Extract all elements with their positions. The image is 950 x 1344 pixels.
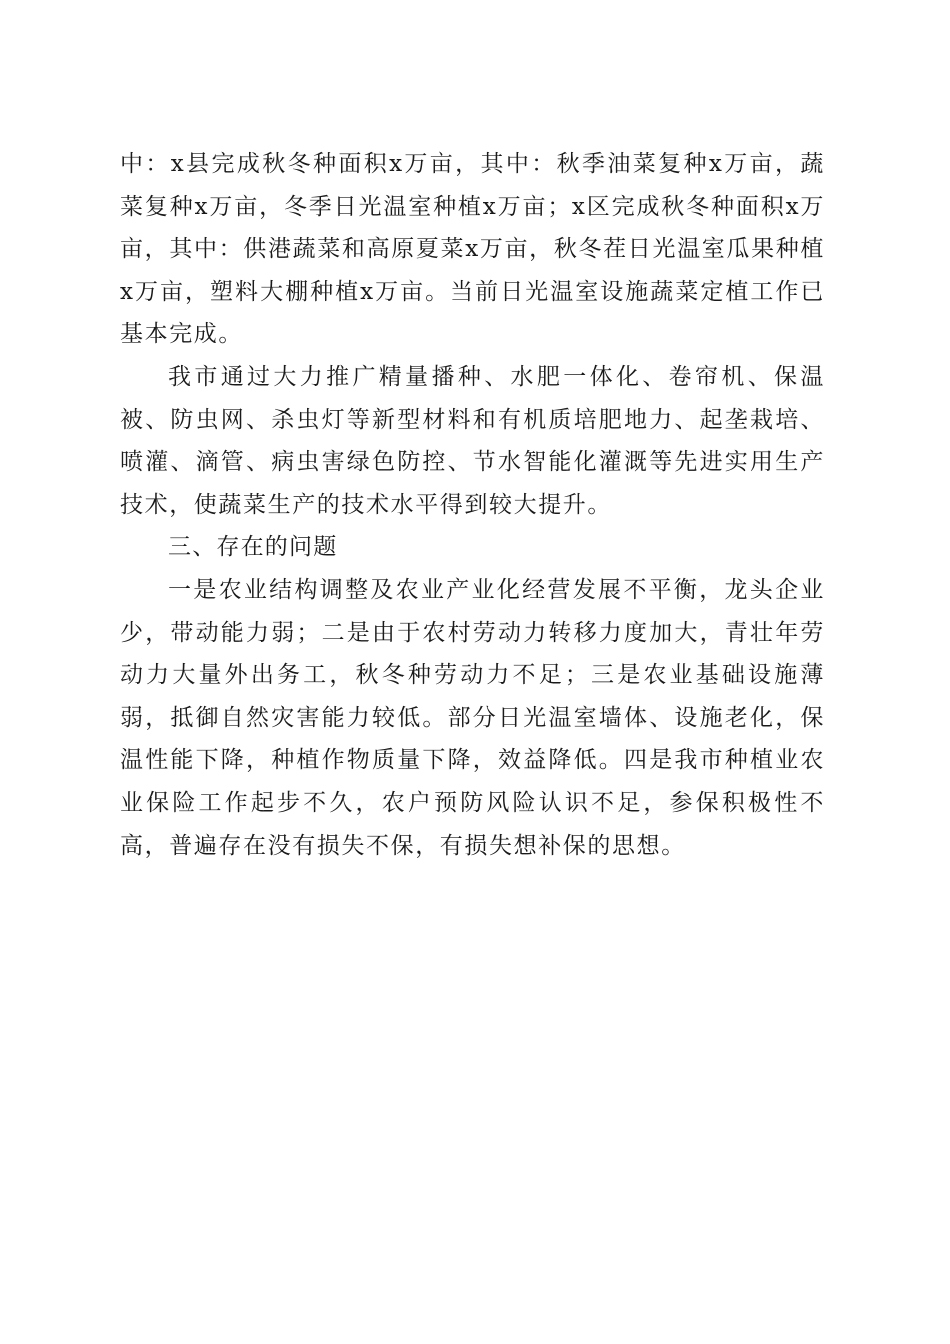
paragraph-continuation: 中：x县完成秋冬种面积x万亩，其中：秋季油菜复种x万亩，蔬菜复种x万亩，冬季日光温室种植x万亩；x区完成秋冬种面积x万亩，其中：供港蔬菜和高原夏菜x万亩，秋冬茬日光温室瓜果种植x万亩，塑料大棚种植x万亩。当前日光温室设施蔬菜定植工作已基本完成。 bbox=[120, 151, 825, 348]
paragraph-problems: 一是农业结构调整及农业产业化经营发展不平衡，龙头企业少，带动能力弱；二是由于农村劳动力转移力度加大，青壮年劳动力大量外出务工，秋冬种劳动力不足；三是农业基础设施薄弱，抵御自然灾害能力较低。部分日光温室墙体、设施老化，保温性能下降，种植作物质量下降，效益降低。四是我市种植业农业保险工作起步不久，农户预防风险认识不足，参保积极性不高，普遍存在没有损失不保，有损失想补保的思想。 bbox=[120, 576, 825, 859]
paragraph-technology: 我市通过大力推广精量播种、水肥一体化、卷帘机、保温被、防虫网、杀虫灯等新型材料和有机质培肥地力、起垄栽培、喷灌、滴管、病虫害绿色防控、节水智能化灌溉等先进实用生产技术，使蔬菜生产的技术水平得到较大提升。 bbox=[120, 363, 825, 518]
document-body bbox=[120, 143, 825, 867]
section-heading-problems: 三、存在的问题 bbox=[168, 534, 338, 561]
